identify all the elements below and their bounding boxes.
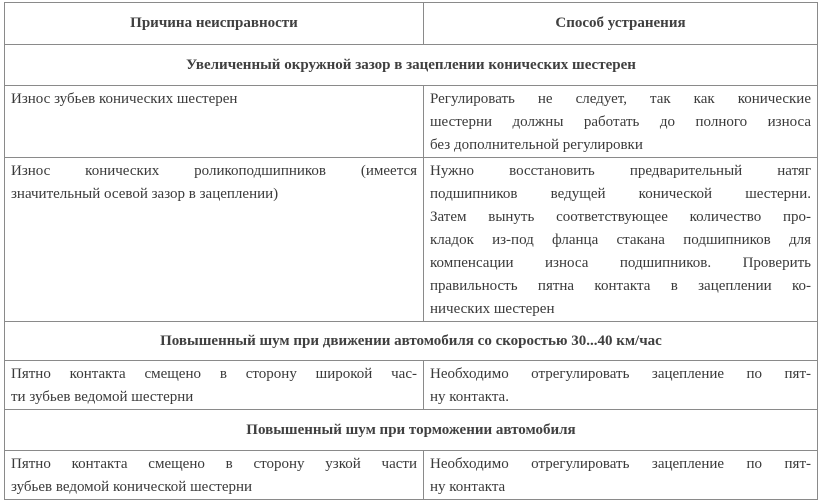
remedy-line: без дополнительной регулировки xyxy=(430,137,643,153)
cause-cell xyxy=(5,158,424,322)
cause-cell xyxy=(5,86,424,158)
remedy-cell xyxy=(424,158,818,322)
table-row xyxy=(5,361,818,410)
section-title: Увеличенный окружной зазор в зацеплении конических шестерен xyxy=(5,45,818,86)
remedy-line: подшипников ведущей конической шестерни. xyxy=(430,186,811,202)
remedy-line: кладок из-под фланца стакана подшипников для xyxy=(430,232,811,248)
section-row xyxy=(5,410,818,451)
table-row xyxy=(5,158,818,322)
cause-line: ти зубьев ведомой шестерни xyxy=(11,389,194,405)
section-row xyxy=(5,322,818,361)
remedy-line: нических шестерен xyxy=(430,301,555,317)
remedy-cell xyxy=(424,361,818,410)
remedy-line: Затем вынуть соответствующее количество про- xyxy=(430,209,811,225)
cause-cell xyxy=(5,361,424,410)
remedy-line: ну контакта. xyxy=(430,389,509,405)
header-remedy: Способ устранения xyxy=(424,3,818,45)
remedy-cell xyxy=(424,86,818,158)
remedy-line: шестерни должны работать до полного износа xyxy=(430,114,811,130)
section-title: Повышенный шум при движении автомобиля со скоростью 30...40 км/час xyxy=(5,322,818,361)
remedy-line: компенсации износа подшипников. Проверить xyxy=(430,255,811,271)
troubleshooting-table xyxy=(4,2,818,500)
cause-line: Пятно контакта смещено в сторону узкой части xyxy=(11,456,417,472)
cause-line: Износ зубьев конических шестерен xyxy=(11,91,238,107)
cause-line: Износ конических роликоподшипников (имеется xyxy=(11,163,417,179)
section-row xyxy=(5,45,818,86)
cause-line: значительный осевой зазор в зацеплении) xyxy=(11,186,279,202)
remedy-line: Регулировать не следует, так как конические xyxy=(430,91,811,107)
remedy-line: правильность пятна контакта в зацеплении ко- xyxy=(430,278,811,294)
section-title: Повышенный шум при торможении автомобиля xyxy=(5,410,818,451)
document-page xyxy=(4,2,817,495)
cause-cell xyxy=(5,451,424,500)
remedy-line: Нужно восстановить предварительный натяг xyxy=(430,163,811,179)
cause-line: Пятно контакта смещено в сторону широкой час- xyxy=(11,366,417,382)
remedy-line: Необходимо отрегулировать зацепление по пят- xyxy=(430,456,811,472)
header-row xyxy=(5,3,818,45)
header-cause: Причина неисправности xyxy=(5,3,424,45)
cause-line: зубьев ведомой конической шестерни xyxy=(11,479,253,495)
remedy-line: Необходимо отрегулировать зацепление по пят- xyxy=(430,366,811,382)
table-row xyxy=(5,86,818,158)
table-row xyxy=(5,451,818,500)
remedy-cell xyxy=(424,451,818,500)
remedy-line: ну контакта xyxy=(430,479,506,495)
